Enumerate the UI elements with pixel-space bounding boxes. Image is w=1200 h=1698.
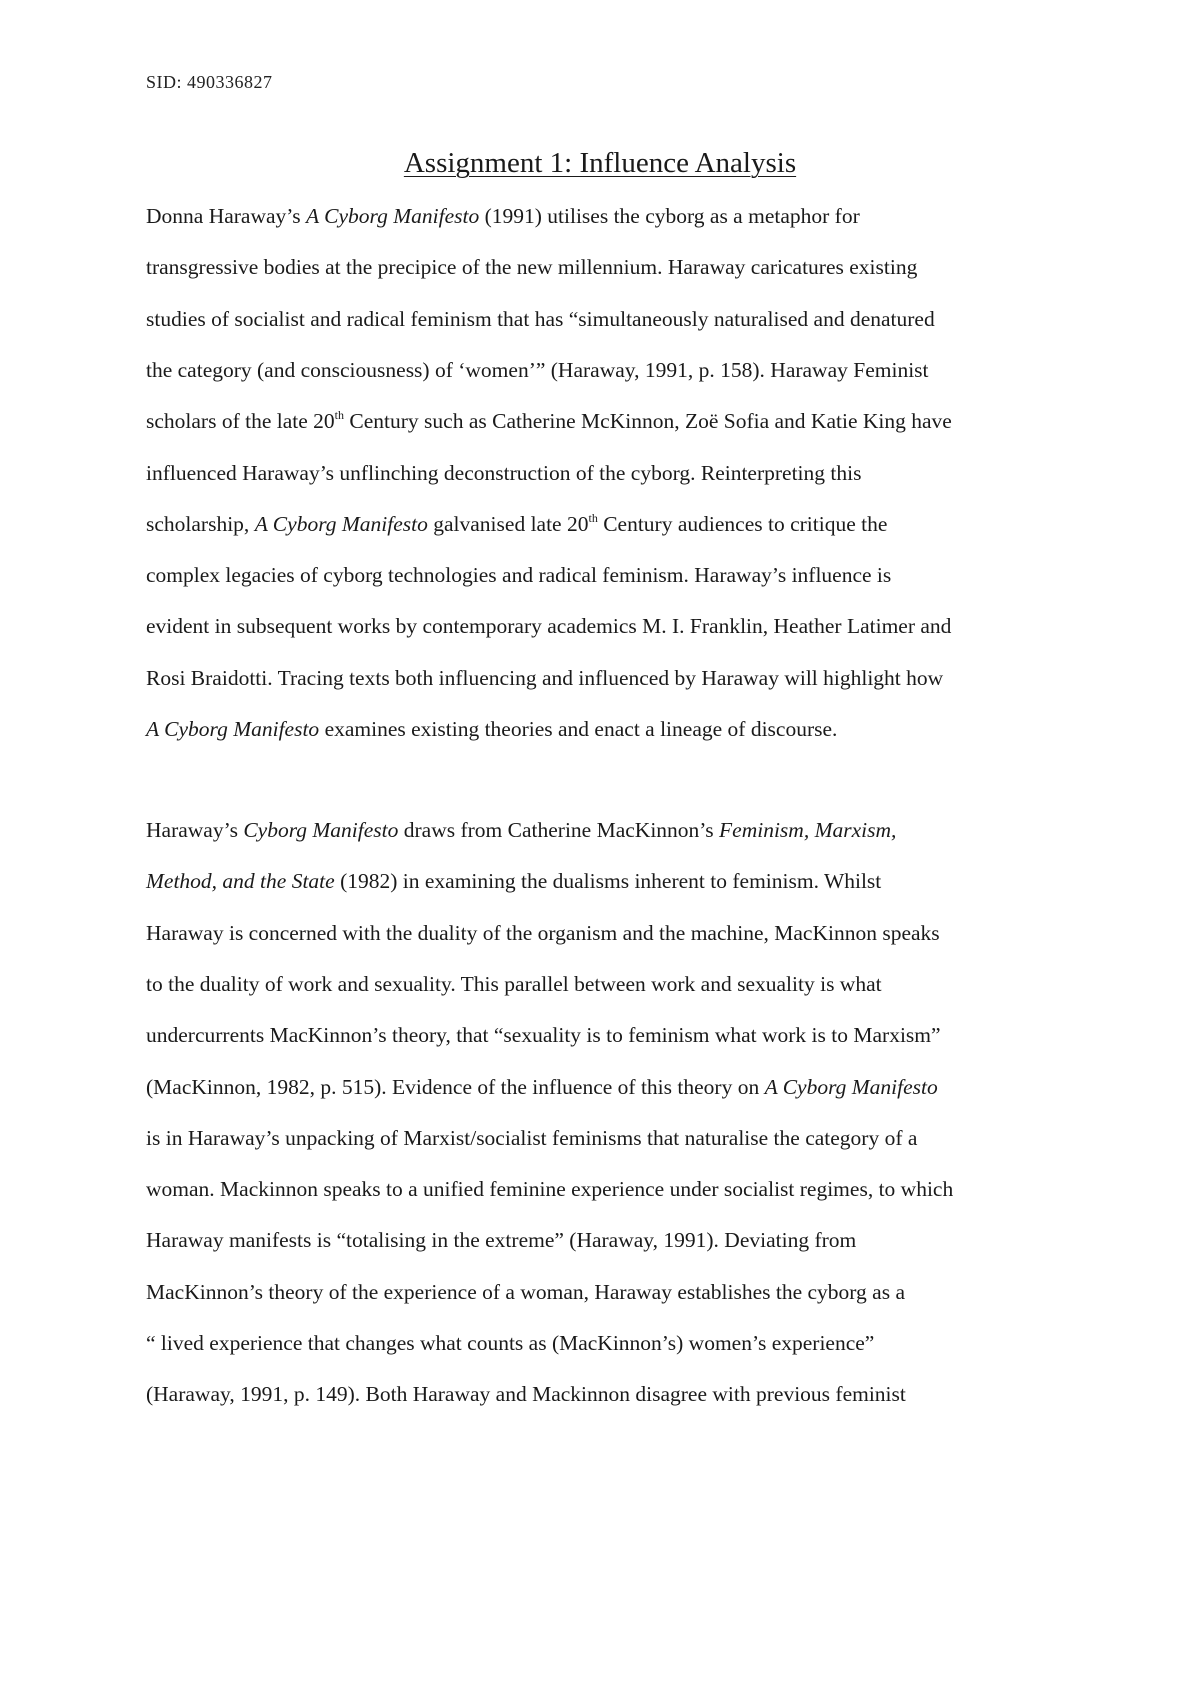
text-run: is in Haraway’s unpacking of Marxist/socialist feminisms that naturalise the category of a bbox=[146, 1125, 918, 1150]
text-line bbox=[146, 970, 882, 998]
text-line bbox=[146, 1073, 938, 1101]
text-run: MacKinnon’s theory of the experience of a woman, Haraway establishes the cyborg as a bbox=[146, 1279, 906, 1304]
superscript: th bbox=[334, 408, 345, 423]
text-run: (MacKinnon, 1982, p. 515). Evidence of the influence of this theory on bbox=[146, 1074, 765, 1099]
text-line bbox=[146, 1175, 953, 1203]
text-line bbox=[146, 510, 887, 538]
text-run: Rosi Braidotti. Tracing texts both influencing and influenced by Haraway will highlight how bbox=[146, 665, 944, 690]
italic-title: Cyborg Manifesto bbox=[243, 818, 399, 842]
text-run: scholars of the late 20 bbox=[146, 409, 335, 434]
text-run: Donna Haraway’s bbox=[146, 204, 307, 228]
text-line bbox=[146, 1124, 917, 1152]
text-run: studies of socialist and radical feminism that has “simultaneously naturalised and denatured bbox=[146, 306, 935, 331]
text-run: galvanised late 20 bbox=[427, 511, 589, 536]
text-line bbox=[146, 1021, 941, 1049]
text-run: the category (and consciousness) of ‘women’” (Haraway, 1991, p. 158). Haraway Feminist bbox=[146, 357, 929, 382]
assignment-title bbox=[0, 146, 1200, 180]
text-run: Century such as Catherine McKinnon, Zoë Sofia and Katie King have bbox=[344, 409, 952, 434]
text-run: (1982) in examining the dualisms inherent to feminism. Whilst bbox=[334, 869, 882, 894]
text-run: Century audiences to critique the bbox=[597, 511, 888, 536]
italic-title: A Cyborg Manifesto bbox=[254, 511, 428, 536]
text-line bbox=[146, 867, 881, 895]
text-run: examines existing theories and enact a lineage of discourse. bbox=[319, 717, 838, 741]
text-run: (Haraway, 1991, p. 149). Both Haraway and Mackinnon disagree with previous feminist bbox=[146, 1382, 906, 1407]
student-id-header: SID: 490336827 bbox=[146, 72, 273, 92]
text-run: Haraway’s bbox=[146, 818, 244, 842]
text-run: “ lived experience that changes what counts as (MacKinnon’s) women’s experience” bbox=[146, 1331, 875, 1355]
superscript: th bbox=[588, 510, 598, 525]
text-line bbox=[146, 305, 935, 333]
text-run: to the duality of work and sexuality. This parallel between work and sexuality is what bbox=[146, 971, 882, 996]
text-run: complex legacies of cyborg technologies and radical feminism. Haraway’s influence is bbox=[146, 563, 892, 588]
text-run: undercurrents MacKinnon’s theory, that “sexuality is to feminism what work is to Marxism” bbox=[146, 1023, 941, 1048]
italic-title: Method, and the State bbox=[146, 869, 335, 894]
text-line bbox=[146, 407, 952, 435]
text-line bbox=[146, 612, 951, 640]
text-run: draws from Catherine MacKinnon’s bbox=[398, 818, 720, 842]
text-run: woman. Mackinnon speaks to a unified feminine experience under socialist regimes, to which bbox=[146, 1177, 954, 1202]
text-run: Haraway manifests is “totalising in the extreme” (Haraway, 1991). Deviating from bbox=[146, 1228, 857, 1253]
text-line bbox=[146, 459, 861, 487]
text-line bbox=[146, 202, 860, 230]
text-line bbox=[146, 356, 929, 384]
text-run: transgressive bodies at the precipice of the new millennium. Haraway caricatures existing bbox=[146, 255, 918, 280]
text-line bbox=[146, 1329, 874, 1357]
text-line bbox=[146, 919, 940, 947]
italic-title: A Cyborg Manifesto bbox=[306, 204, 480, 228]
text-line bbox=[146, 816, 896, 844]
assignment-title-text: Assignment 1: Influence Analysis bbox=[403, 147, 797, 179]
text-line bbox=[146, 1278, 905, 1306]
italic-title: A Cyborg Manifesto bbox=[764, 1074, 938, 1099]
text-line bbox=[146, 715, 837, 743]
italic-title: Feminism, Marxism, bbox=[719, 818, 897, 842]
text-run: scholarship, bbox=[146, 511, 255, 536]
text-line bbox=[146, 1380, 906, 1408]
text-run: influenced Haraway’s unflinching deconstruction of the cyborg. Reinterpreting this bbox=[146, 460, 862, 485]
text-run: Haraway is concerned with the duality of the organism and the machine, MacKinnon speaks bbox=[146, 920, 940, 945]
text-run: (1991) utilises the cyborg as a metaphor for bbox=[479, 204, 860, 228]
text-line bbox=[146, 664, 943, 692]
text-run: evident in subsequent works by contemporary academics M. I. Franklin, Heather Latimer and bbox=[146, 614, 952, 639]
text-line bbox=[146, 1226, 856, 1254]
italic-title: A Cyborg Manifesto bbox=[146, 717, 320, 741]
text-line bbox=[146, 253, 917, 281]
text-line bbox=[146, 561, 891, 589]
